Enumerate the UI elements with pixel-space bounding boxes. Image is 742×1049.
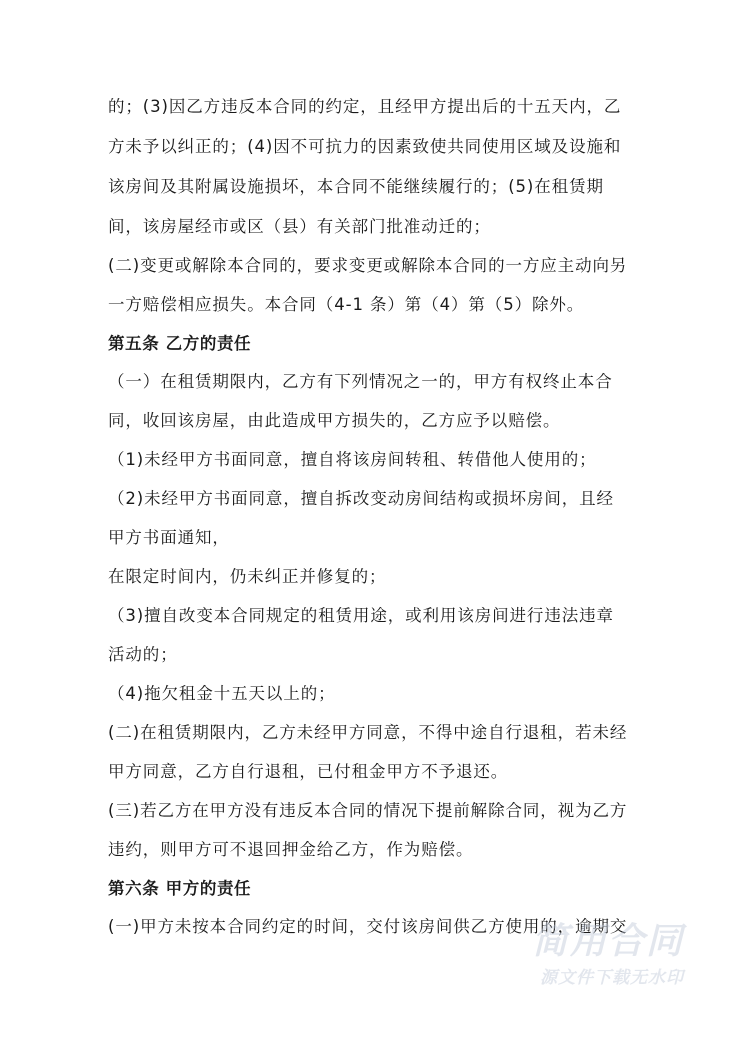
- paragraph-line: 甲方书面通知，: [108, 528, 230, 547]
- paragraph-line: （4)拖欠租金十五天以上的；: [108, 684, 336, 703]
- paragraph-line: （2)未经甲方书面同意，擅自拆改变动房间结构或损坏房间，且经: [108, 489, 614, 508]
- paragraph-line: (一)甲方未按本合同约定的时间，交付该房间供乙方使用的，逾期交: [108, 917, 628, 936]
- paragraph-line: 间，该房屋经市或区（县）有关部门批准动迁的；: [108, 217, 491, 236]
- paragraph-line: 在限定时间内，仍未纠正并修复的；: [108, 567, 387, 586]
- watermark: [484, 922, 684, 990]
- paragraph-line: 一方赔偿相应损失。本合同（4-1 条）第（4）第（5）除外。: [108, 295, 585, 314]
- paragraph-line: 甲方同意，乙方自行退租，已付租金甲方不予退还。: [108, 762, 509, 781]
- paragraph-line: 的；(3)因乙方违反本合同的约定，且经甲方提出后的十五天内，乙: [108, 97, 622, 116]
- paragraph-line: 同，收回该房屋，由此造成甲方损失的，乙方应予以赔偿。: [108, 411, 561, 430]
- section-heading-article-5: 第五条 乙方的责任: [108, 334, 252, 353]
- paragraph-line: 违约，则甲方可不退回押金给乙方，作为赔偿。: [108, 840, 474, 859]
- paragraph-line: (二)在租赁期限内，乙方未经甲方同意，不得中途自行退租，若未经: [108, 723, 628, 742]
- paragraph-line: 活动的；: [108, 645, 178, 664]
- watermark-subtitle: 源文件下载无水印: [540, 968, 684, 988]
- paragraph-line: 该房间及其附属设施损坏，本合同不能继续履行的；(5)在租赁期: [108, 177, 604, 196]
- section-heading-article-6: 第六条 甲方的责任: [108, 879, 252, 898]
- paragraph-line: (二)变更或解除本合同的，要求变更或解除本合同的一方应主动向另: [108, 256, 628, 275]
- watermark-title: 简用合同: [531, 921, 684, 962]
- paragraph-line: （1)未经甲方书面同意，擅自将该房间转租、转借他人使用的；: [108, 450, 597, 469]
- paragraph-line: （一）在租赁期限内，乙方有下列情况之一的，甲方有权终止本合: [108, 372, 613, 391]
- paragraph-line: （3)擅自改变本合同规定的租赁用途，或利用该房间进行违法违章: [108, 606, 614, 625]
- paragraph-line: 方未予以纠正的；(4)因不可抗力的因素致使共同使用区域及设施和: [108, 137, 622, 156]
- paragraph-line: (三)若乙方在甲方没有违反本合同的情况下提前解除合同，视为乙方: [108, 801, 628, 820]
